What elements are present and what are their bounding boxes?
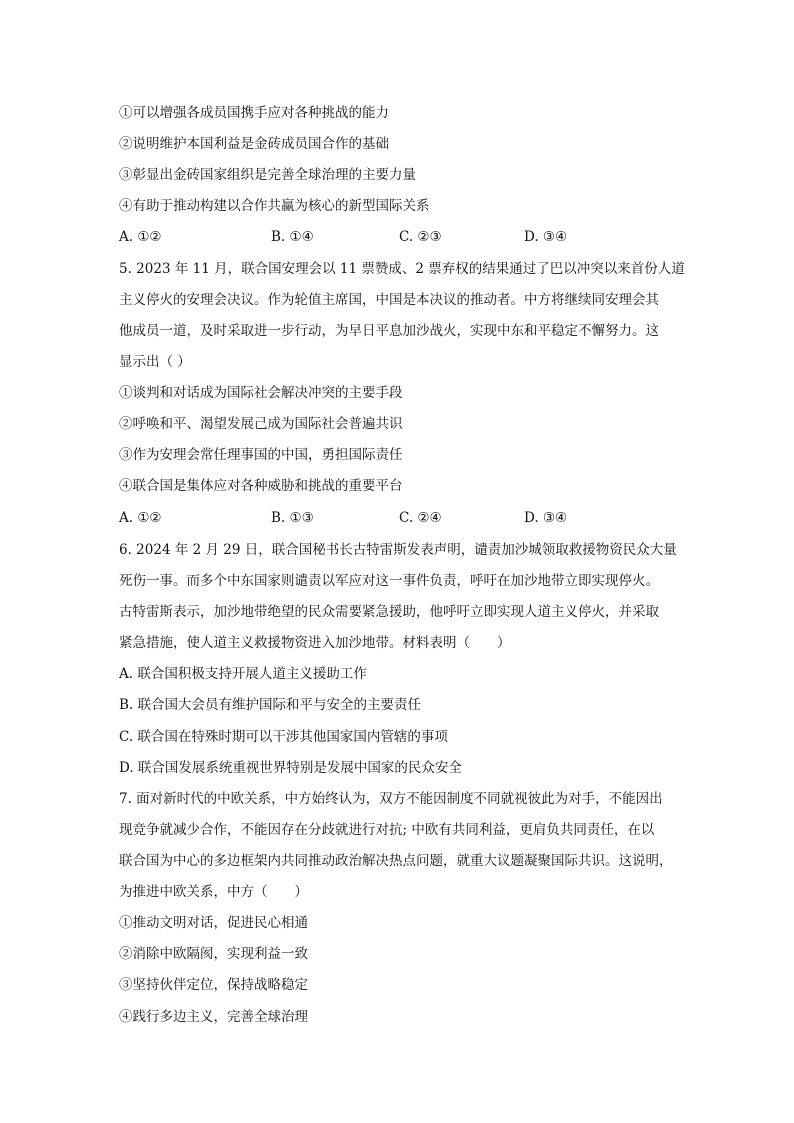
q7-option-3: ③坚持伙伴定位，保持战略稳定 — [119, 977, 308, 993]
q5-choice-d: D. ③④ — [524, 510, 568, 526]
q4-option-1: ①可以增强各成员国携手应对各种挑战的能力 — [119, 105, 389, 121]
q4-option-3: ③彰显出金砖国家组织是完善全球治理的主要力量 — [119, 167, 416, 183]
q4-choice-d: D. ③④ — [524, 229, 568, 245]
q5-stem-line-4: 显示出（ ） — [119, 354, 191, 370]
q6-option-a: A. 联合国积极支持开展人道主义援助工作 — [119, 666, 367, 682]
q5-option-3: ③作为安理会常任理事国的中国，勇担国际责任 — [119, 447, 403, 463]
q5-stem-line-1: 5. 2023 年 11 月，联合国安理会以 11 票赞成、2 票弃权的结果通过了巴以冲突以来首份人道 — [119, 261, 685, 277]
q7-stem-line-2: 现竞争就减少合作，不能因存在分歧就进行对抗; 中欧有共同利益，更肩负共同责任，在以 — [119, 822, 655, 838]
q4-choice-c: C. ②③ — [399, 229, 442, 245]
q6-option-c: C. 联合国在特殊时期可以干涉其他国家国内管辖的事项 — [119, 729, 448, 745]
q6-stem-line-4: 紧急措施，使人道主义救援物资进入加沙地带。材料表明（ ） — [119, 635, 511, 651]
q4-choice-a: A. ①② — [119, 229, 162, 245]
q4-option-2: ②说明维护本国利益是金砖成员国合作的基础 — [119, 136, 389, 152]
q5-choice-c: C. ②④ — [399, 510, 442, 526]
q7-stem-line-1: 7. 面对新时代的中欧关系，中方始终认为，双方不能因制度不同就视彼此为对手，不能因出 — [119, 791, 663, 807]
q5-option-2: ②呼唤和平、渴望发展己成为国际社会普遍共识 — [119, 416, 403, 432]
q7-stem-line-3: 联合国为中心的多边框架内共同推动政治解决热点问题，就重大议题凝聚国际共识。这说明， — [119, 853, 673, 869]
q6-stem-line-3: 古特雷斯表示，加沙地带绝望的民众需要紧急援助，他呼吁立即实现人道主义停火，并采取 — [119, 604, 659, 620]
q7-option-4: ④践行多边主义，完善全球治理 — [119, 1009, 308, 1025]
q5-option-1: ①谈判和对话成为国际社会解决冲突的主要手段 — [119, 385, 403, 401]
q6-stem-line-2: 死伤一事。而多个中东国家则谴责以军应对这一事件负责，呼吁在加沙地带立即实现停火。 — [119, 573, 659, 589]
q7-option-2: ②消除中欧隔阂，实现利益一致 — [119, 946, 308, 962]
q5-stem-line-3: 他成员一道，及时采取进一步行动，为早日平息加沙战火，实现中东和平稳定不懈努力。这 — [119, 323, 659, 339]
q5-option-4: ④联合国是集体应对各种威胁和挑战的重要平台 — [119, 478, 403, 494]
q5-stem-line-2: 主义停火的安理会决议。作为轮值主席国，中国是本决议的推动者。中方将继续同安理会其 — [119, 292, 659, 308]
q4-choice-b: B. ①④ — [271, 229, 314, 245]
q6-option-b: B. 联合国大会员有维护国际和平与安全的主要责任 — [119, 697, 422, 713]
q7-stem-line-4: 为推进中欧关系，中方（ ） — [119, 884, 308, 900]
q7-option-1: ①推动文明对话，促进民心相通 — [119, 915, 308, 931]
q5-choice-a: A. ①② — [119, 510, 162, 526]
q6-option-d: D. 联合国发展系统重视世界特别是发展中国家的民众安全 — [119, 760, 462, 776]
q6-stem-line-1: 6. 2024 年 2 月 29 日，联合国秘书长古特雷斯发表声明，谴责加沙城领取救援物资民众大量 — [119, 542, 677, 558]
q4-option-4: ④有助于推动构建以合作共赢为核心的新型国际关系 — [119, 198, 430, 214]
q5-choice-b: B. ①③ — [271, 510, 314, 526]
